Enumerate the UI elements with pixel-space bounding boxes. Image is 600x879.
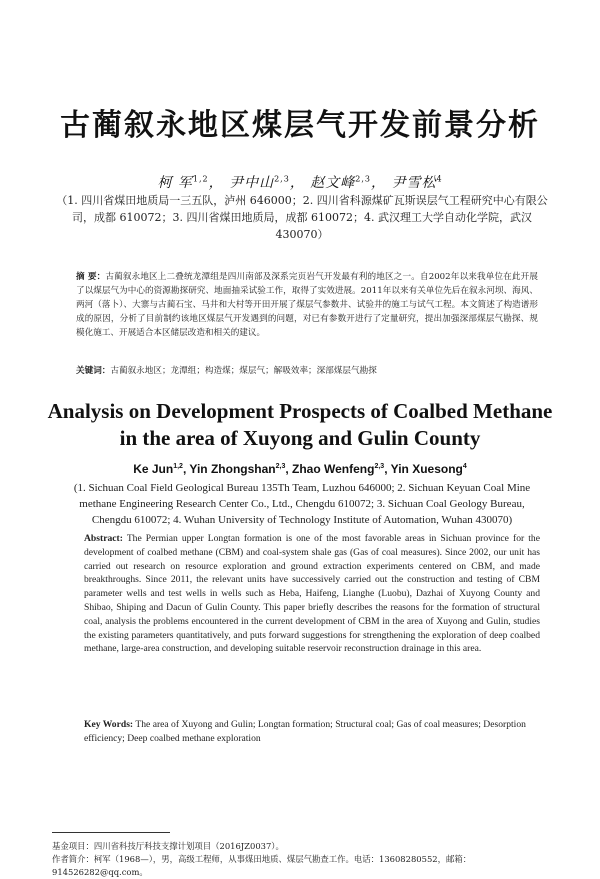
english-authors: Ke Jun$^{1,2}$, Yin Zhongshan$^{2,3}$, Zhao Wenfeng$^{2,3}$, Yin Xuesong$^4$ [133,462,467,476]
author-name: Zhao Wenfeng [292,462,375,476]
chinese-authors: 柯 军$^{1,2}$， 尹中山$^{2,3}$， 赵文峰$^{2,3}$， 尹雪松$^4$ [157,174,443,191]
author-affiliation-mark: 4 [436,174,443,184]
author-name: Yin Xuesong [390,462,463,476]
chinese-keywords [76,364,538,378]
chinese-title: 古蔺叙永地区煤层气开发前景分析 [60,108,540,143]
english-abstract-label: Abstract: [84,533,123,544]
chinese-affiliations: （1. 四川省煤田地质局一三五队，泸州 646000；2. 四川省科源煤矿瓦斯误层气工程研究中心有限公司，成都 610072；3. 四川省煤田地质局，成都 610072；4. 武汉理工大学自动化学院，武汉 430070） [56,194,548,241]
chinese-keywords-text: 古蔺叙永地区；龙潭组；构造煤；煤层气；解吸效率；深部煤层气勘探 [110,366,377,376]
author-affiliation-mark: 2,3 [374,463,385,470]
author-name: Yin Zhongshan [189,462,276,476]
author-name: 尹中山 [229,175,275,191]
chinese-abstract [76,270,538,340]
chinese-abstract-label: 摘 要： [76,272,106,282]
footnotes [52,840,542,879]
footnote-author-bio: 作者简介：柯军（1968—），男，高级工程师，从事煤田地质、煤层气勘查工作。电话：13608280552，邮箱：914526282@qq.com。 [52,854,472,877]
english-affiliations: (1. Sichuan Coal Field Geological Bureau 135Th Team, Luzhou 646000; 2. Sichuan Keyuan Coal Mine methane Engineering Research Center Co., Ltd., Chengdu 610072; 3. Sichuan Coal Geology Bureau, Chengdu 610072; 4. Wuhan University of Technology Institute of Automation, Wuhan 430070) [73,482,531,526]
author-name: Ke Jun [133,462,174,476]
footnote-divider [52,832,170,833]
author-affiliation-mark: 4 [462,463,467,470]
chinese-abstract-text: 古蔺叙永地区上二叠统龙潭组是四川南部及深系完页岩气开发最有利的地区之一。自2002年以来我单位在此开展了以煤层气为中心的资源勘探研究、地面抽采试验工作，取得了实效进展。2011年以来有关单位先后在叙永河坝、海风、两河（落卜）、大寨与古蔺石宝、马井和大村等开田开展了煤层气参数井、试验井的施工与试气工程。本文简述了构造谱形成的原因，分析了目前制约该地区煤层气开发遇到的问题，对已有参数开进行了定量研究，提出加强深部煤层气勘探、规模化施工、开展适合本区储层改造和相关的建议。 [76,272,538,338]
english-abstract [84,532,540,656]
english-title: Analysis on Development Prospects of Coalbed Methane in the area of Xuyong and Gulin County [47,399,553,450]
author-affiliation-mark: 1,2 [192,174,209,184]
author-affiliation-mark: 1,2 [173,463,183,470]
author-name: 赵文峰 [310,175,356,191]
english-keywords-label: Key Words: [84,719,134,730]
chinese-keywords-label: 关键词： [76,366,111,376]
author-name: 柯 军 [157,175,193,191]
english-abstract-text: The Permian upper Longtan formation is one of the most favorable areas in Sichuan province for the development of coalbed methane (CBM) and coal-system shale gas (Gas of coal measures). Since 2002, our unit has carried out research on resource exploration and ground extraction experiments centered on CBM, and made breakthroughs. Since 2011, the relevant units have successively carried out the construction and testing of CBM parameter wells and test wells in wells such as Heba, Haifeng, Lianghe (Luobu), Dazhai of Xuyong County and Shibao, Shiping and Dacun of Gulin County. This paper briefly describes the reasons for the formation of structural coal, analysis the problems encountered in the current development of CBM in the area of Xuyong and Gulin, studies the existing parameters quantitatively, and puts forward suggestions for strengthening the exploration of deep coalbed methane, large-area construction, and developing suitable reservoir reconstruction drainage in this area. [84,533,540,655]
english-keywords-text: The area of Xuyong and Gulin; Longtan formation; Structural coal; Gas of coal measures; Desorption efficiency; Deep coalbed methane exploration [84,719,526,744]
author-affiliation-mark: 2,3 [355,174,371,184]
author-affiliation-mark: 2,3 [275,463,286,470]
author-name: 尹雪松 [391,175,437,191]
author-affiliation-mark: 2,3 [274,174,290,184]
english-keywords [84,718,540,746]
footnote-funding: 基金项目：四川省科技厅科技支撑计划项目（2016JZ0037）。 [52,841,284,851]
